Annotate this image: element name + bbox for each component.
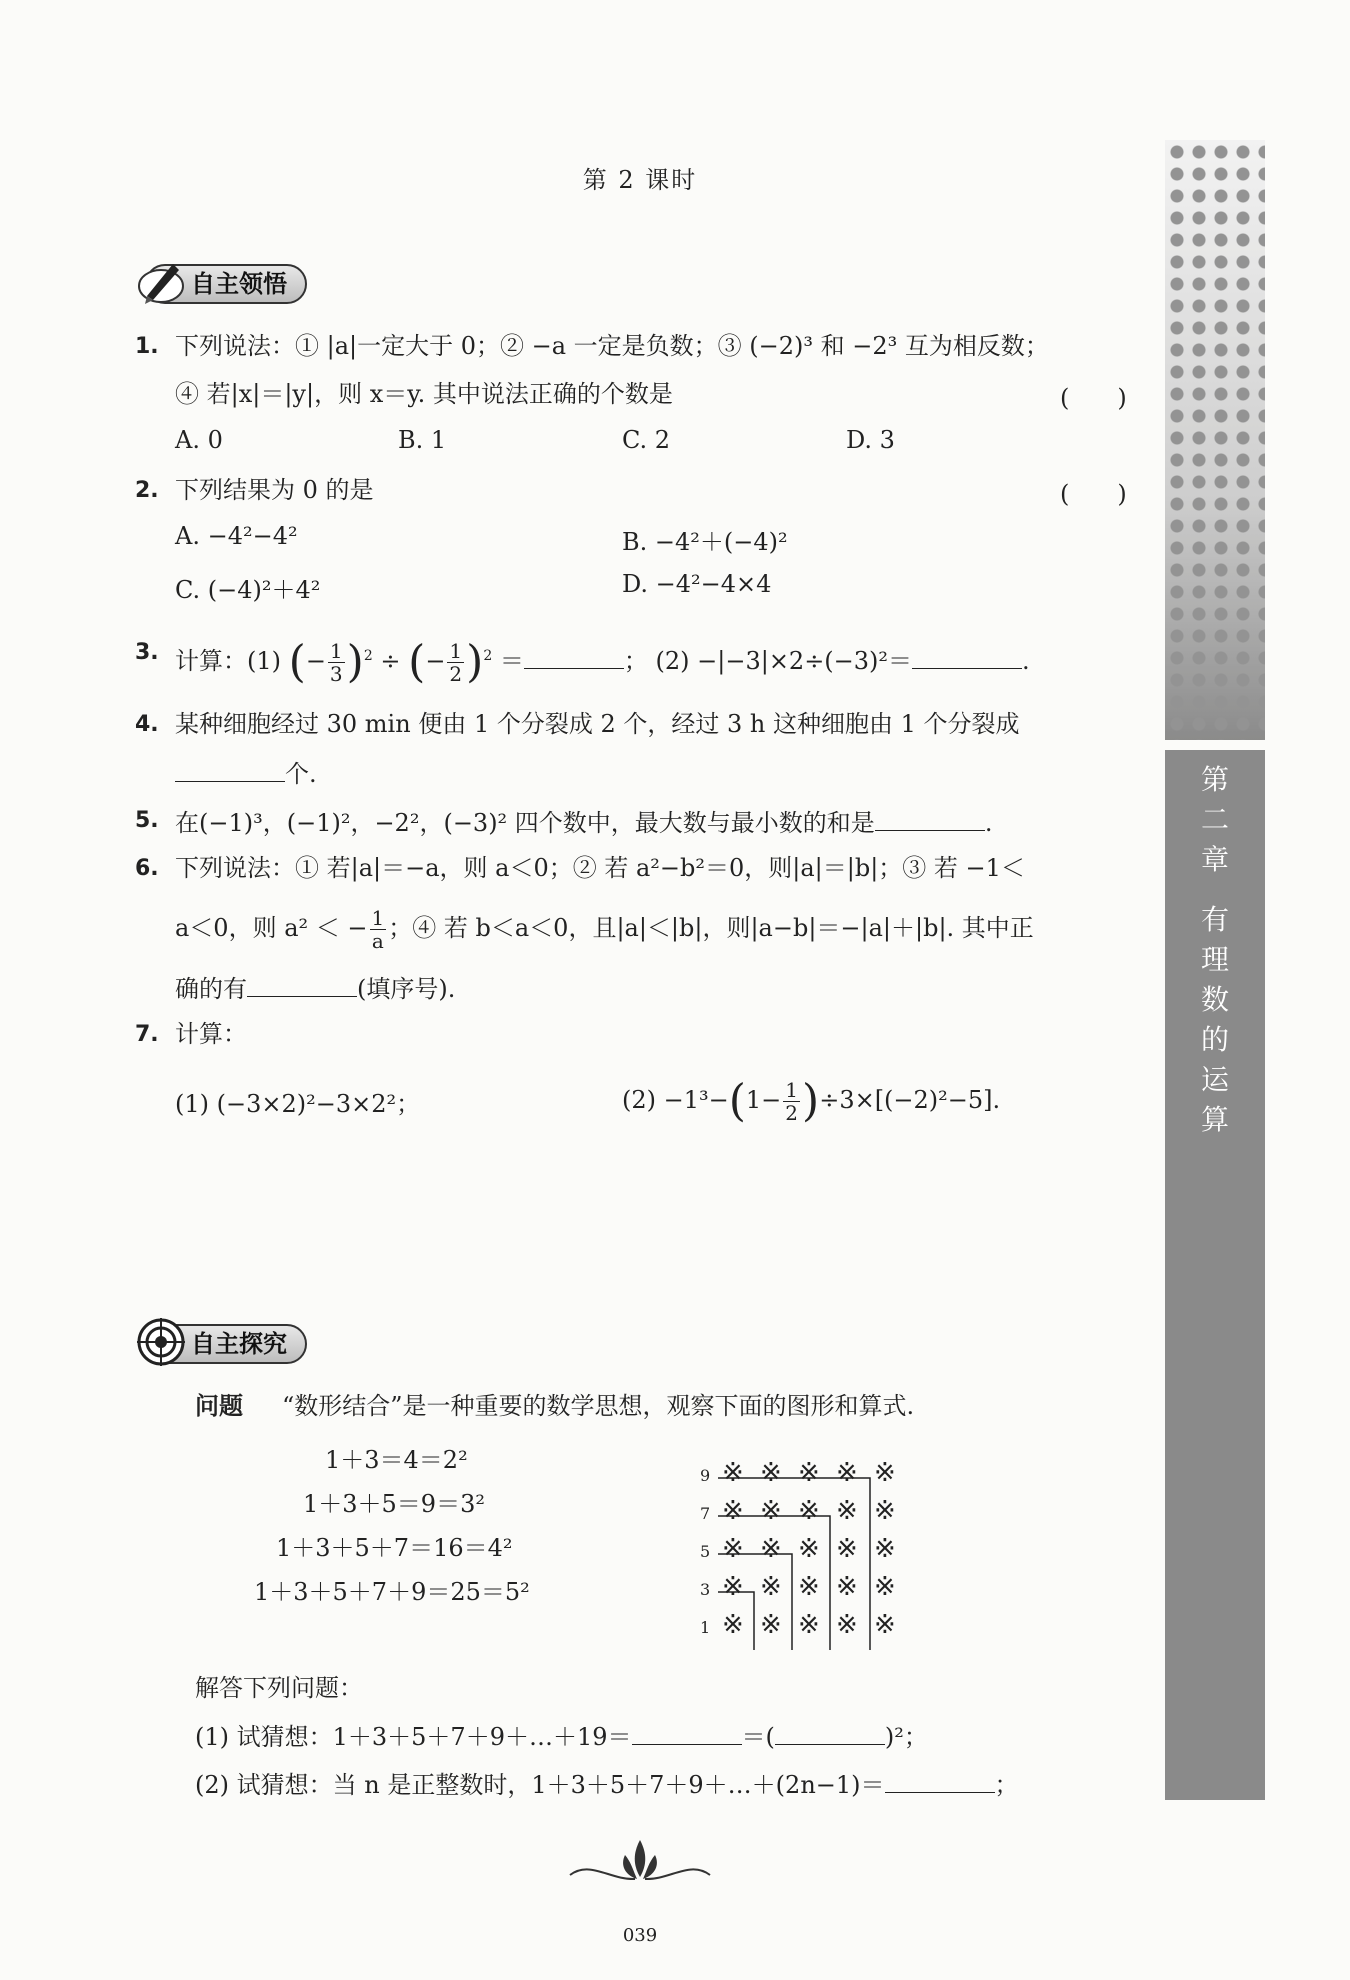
q5-text: 在(−1)³，(−1)²，−2²，(−3)² 四个数中，最大数与最小数的和是 (175, 809, 875, 837)
grid-symbol: ※ (798, 1458, 820, 1488)
grid-symbol: ※ (798, 1496, 820, 1526)
answer-2-blank[interactable] (885, 1766, 995, 1793)
q5-number: 5. (135, 808, 159, 833)
q3-fraction-2: $\frac{1}{2}$ (449, 639, 463, 686)
grid-symbol: ※ (836, 1610, 858, 1640)
q7-part2-c: ÷3×[(−2)²−5]. (819, 1086, 1001, 1114)
q6-line2 (175, 902, 1034, 954)
q3-blank-1[interactable] (524, 642, 624, 669)
q7-fraction: $\frac{1}{2}$ (785, 1078, 799, 1125)
target-icon (135, 1316, 187, 1368)
grid-symbol: ※ (836, 1534, 858, 1564)
q3-divide: ÷ (380, 647, 401, 675)
q2-option-a: A. −4²−4² (175, 522, 298, 550)
q6-fraction: $\frac{1}{a}$ (371, 906, 385, 953)
footer-ornament (565, 1835, 715, 1885)
answer-1-mid: ＝( (741, 1723, 775, 1751)
section-badge-self-explore (135, 1322, 307, 1366)
section-badge-self-learning (135, 262, 307, 306)
q4-blank[interactable] (175, 755, 285, 782)
grid-symbol: ※ (722, 1458, 744, 1488)
grid-symbol: ※ (836, 1458, 858, 1488)
grid-symbol: ※ (836, 1496, 858, 1526)
q1-option-d: D. 3 (846, 426, 895, 454)
q3-sep: ； (623, 647, 648, 675)
q3-equals: ＝ (499, 647, 524, 675)
q2-option-b: B. −4²＋(−4)² (622, 528, 788, 556)
grid-symbol: ※ (874, 1496, 896, 1526)
answer-1-end: )²； (884, 1723, 928, 1751)
chapter-title-vertical: 第 二 章 有 理 数 的 运 算 (1200, 763, 1229, 1136)
section-title: 自主领悟 (145, 264, 307, 304)
q3-fraction-1: $\frac{1}{3}$ (329, 639, 343, 686)
q3-lparen-2: ( (408, 636, 426, 688)
q5-line (175, 804, 992, 839)
grid-symbol: ※ (836, 1572, 858, 1602)
q6-number: 6. (135, 856, 159, 881)
q7-rparen: ) (802, 1075, 820, 1127)
q7-stem: 计算： (175, 1020, 247, 1048)
grid-row-label-3: 3 (700, 1580, 711, 1599)
grid-row-label-1: 1 (700, 1618, 711, 1637)
grid-symbol: ※ (760, 1610, 782, 1640)
q2-stem: 下列结果为 0 的是 (175, 476, 374, 504)
grid-row-label-9: 9 (700, 1466, 711, 1485)
odd-number-square-figure (700, 1450, 930, 1650)
q6-text-b: ；④ 若 b＜a＜0，且|a|＜|b|，则|a−b|＝−|a|＋|b|. 其中正 (388, 914, 1034, 942)
grid-symbol: ※ (722, 1572, 744, 1602)
grid-symbol: ※ (798, 1572, 820, 1602)
q4-suffix: 个. (285, 760, 317, 788)
q3-number: 3. (135, 640, 159, 665)
q3-lparen-1: ( (288, 636, 306, 688)
answer-line-1 (195, 1718, 928, 1753)
q2-option-c: C. (−4)²＋4² (175, 576, 321, 604)
q3-prefix: 计算：(1) (175, 647, 281, 675)
q1-line1: 下列说法：① |a|一定大于 0；② −a 一定是负数；③ (−2)³ 和 −2³ 互为相反数； (175, 332, 1049, 360)
q3-minus-1: − (305, 647, 326, 675)
q1-option-b: B. 1 (398, 426, 447, 454)
q4-line1: 某种细胞经过 30 min 便由 1 个分裂成 2 个，经过 3 h 这种细胞由 1 个分裂成 (175, 710, 1020, 738)
q3-blank-2[interactable] (912, 642, 1022, 669)
grid-symbol: ※ (798, 1610, 820, 1640)
q2-answer-paren: ( ) (1060, 480, 1127, 508)
grid-symbol: ※ (874, 1610, 896, 1640)
pen-icon (135, 256, 187, 308)
q7-part1: (1) (−3×2)²−3×2²； (175, 1090, 421, 1118)
q5-blank[interactable] (875, 804, 985, 831)
q6-line3 (175, 970, 455, 1005)
answer-intro: 解答下列问题： (195, 1674, 363, 1702)
grid-symbol: ※ (874, 1534, 896, 1564)
answer-2-end: ； (994, 1771, 1019, 1799)
sidebar-halftone-pattern (1165, 140, 1265, 740)
equation-3: 1＋3＋5＋7＝16＝4² (276, 1534, 513, 1562)
answer-1-blank-2[interactable] (775, 1718, 885, 1745)
q4-number: 4. (135, 712, 159, 737)
problem-intro: “数形结合”是一种重要的数学思想，观察下面的图形和算式. (282, 1392, 915, 1420)
grid-symbol: ※ (760, 1534, 782, 1564)
grid-row-label-7: 7 (700, 1504, 711, 1523)
grid-symbol: ※ (874, 1458, 896, 1488)
lesson-title: 第 2 课时 (582, 166, 698, 194)
q3-line: 计算：(1) (− $\frac{1}{3}$ )$^2$ ÷ (− $\frac{1}{2}$ )$^2$ ＝ ； (2) −|−3|×2÷(−3)²＝ . (175, 636, 1030, 688)
page-number: 039 (622, 1925, 658, 1946)
q7-part2 (622, 1074, 1000, 1126)
q1-number: 1. (135, 334, 159, 359)
q2-option-d: D. −4²−4×4 (622, 570, 772, 598)
grid-symbol: ※ (722, 1496, 744, 1526)
q6-text-c: 确的有 (175, 975, 247, 1003)
q5-dot: . (984, 809, 993, 837)
grid-symbol: ※ (798, 1534, 820, 1564)
q1-option-c: C. 2 (622, 426, 671, 454)
q7-part2-a: (2) −1³− (622, 1086, 729, 1114)
q4-line2 (175, 755, 317, 790)
q3-rparen-2: ) (466, 636, 484, 688)
answer-1-blank-1[interactable] (632, 1718, 742, 1745)
grid-symbol: ※ (722, 1610, 744, 1640)
answer-2-text: (2) 试猜想：当 n 是正整数时，1＋3＋5＋7＋9＋…＋(2n−1)＝ (195, 1771, 885, 1799)
q3-dot: . (1022, 647, 1030, 675)
q3-part2: (2) −|−3|×2÷(−3)²＝ (655, 647, 913, 675)
equation-4: 1＋3＋5＋7＋9＝25＝5² (254, 1578, 530, 1606)
q2-number: 2. (135, 478, 159, 503)
q7-number: 7. (135, 1022, 159, 1047)
grid-symbol: ※ (722, 1534, 744, 1564)
q6-text-d: (填序号). (357, 975, 456, 1003)
answer-line-2 (195, 1766, 1019, 1801)
section-title: 自主探究 (145, 1324, 307, 1364)
q3-minus-2: − (425, 647, 446, 675)
q1-line2: ④ 若|x|＝|y|，则 x＝y. 其中说法正确的个数是 (175, 380, 673, 408)
q1-option-a: A. 0 (175, 426, 223, 454)
equation-1: 1＋3＝4＝2² (325, 1446, 468, 1474)
grid-symbol: ※ (760, 1458, 782, 1488)
problem-label: 问题 (195, 1392, 243, 1420)
equation-2: 1＋3＋5＝9＝3² (303, 1490, 485, 1518)
grid-symbol: ※ (874, 1572, 896, 1602)
q6-text-a: a＜0，则 a² ＜ − (175, 914, 368, 942)
answer-1-text: (1) 试猜想：1＋3＋5＋7＋9＋…＋19＝ (195, 1723, 632, 1751)
q3-rparen-1: ) (346, 636, 364, 688)
grid-symbol: ※ (760, 1496, 782, 1526)
q6-line1: 下列说法：① 若|a|＝−a，则 a＜0；② 若 a²−b²＝0，则|a|＝|b|；③ 若 −1＜ (175, 854, 1025, 882)
q1-answer-paren: ( ) (1060, 384, 1127, 412)
q6-blank[interactable] (247, 970, 357, 997)
q7-lparen: ( (728, 1075, 746, 1127)
grid-symbol: ※ (760, 1572, 782, 1602)
q7-part2-b: 1− (745, 1086, 782, 1114)
grid-row-label-5: 5 (700, 1542, 711, 1561)
